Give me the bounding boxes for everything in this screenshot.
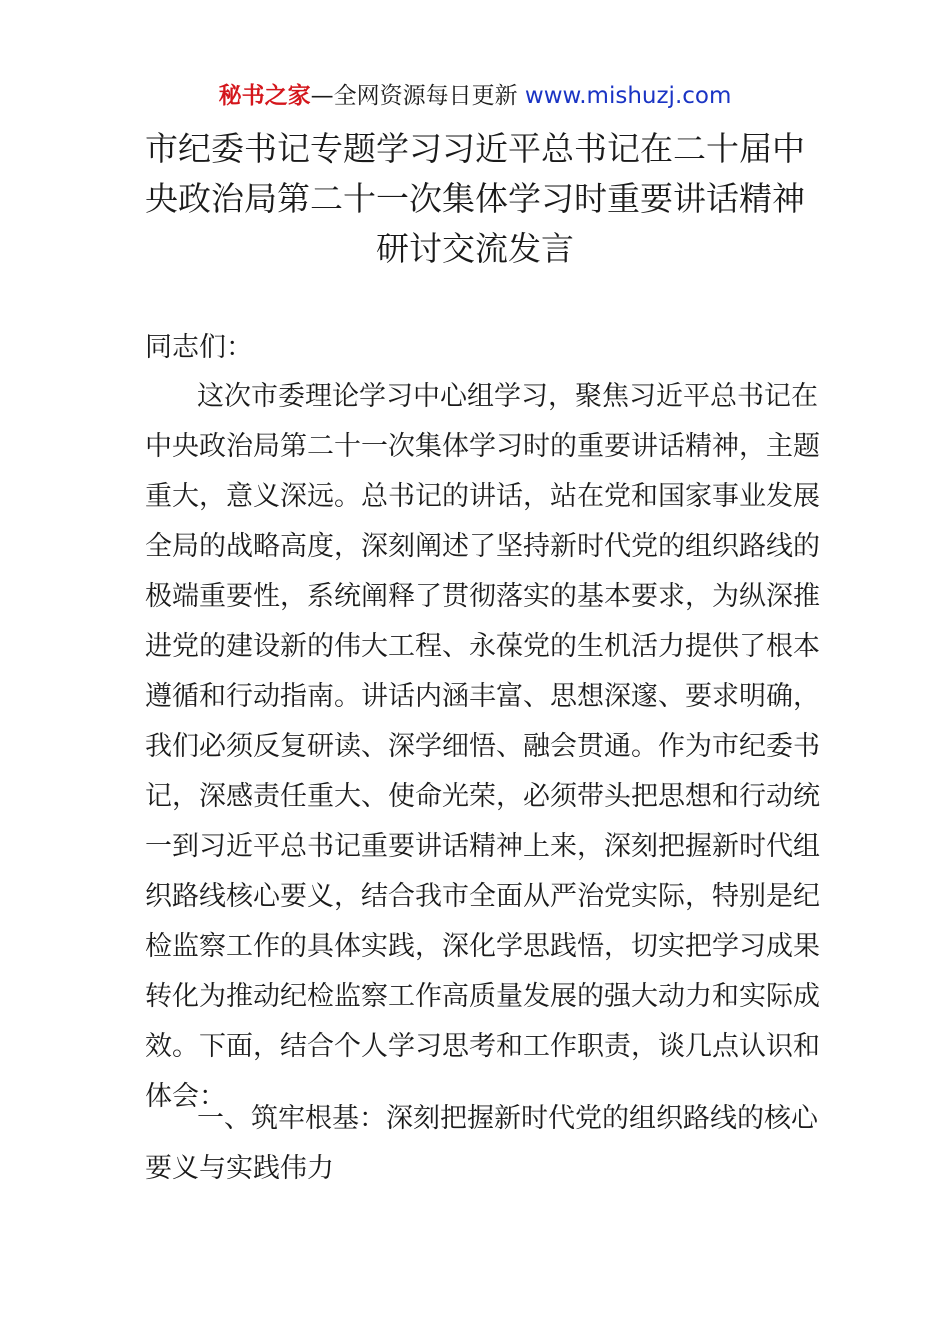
paragraph-line: 织路线核心要义，结合我市全面从严治党实际，特别是纪: [145, 881, 820, 912]
section-heading-line: 一、筑牢根基：深刻把握新时代党的组织路线的核心: [197, 1103, 818, 1134]
paragraph-line: 我们必须反复研读、深学细悟、融会贯通。作为市纪委书: [145, 731, 820, 762]
title-line: 研讨交流发言: [376, 229, 574, 268]
intro-paragraph: [145, 372, 820, 1122]
paragraph-line: 检监察工作的具体实践，深化学思践悟，切实把学习成果: [145, 931, 820, 962]
paragraph-line: 记，深感责任重大、使命光荣，必须带头把思想和行动统: [145, 781, 820, 812]
paragraph-line: 遵循和行动指南。讲话内涵丰富、思想深邃、要求明确，: [145, 681, 820, 712]
site-url-link[interactable]: www.mishuzj.com: [524, 83, 732, 109]
document-title: [0, 126, 950, 272]
title-line: 央政治局第二十一次集体学习时重要讲话精神: [145, 179, 805, 218]
paragraph-line: 一到习近平总书记重要讲话精神上来，深刻把握新时代组: [145, 831, 820, 862]
paragraph-line: 效。下面，结合个人学习思考和工作职责，谈几点认识和: [145, 1031, 820, 1062]
title-line: 市纪委书记专题学习习近平总书记在二十届中: [145, 129, 805, 168]
paragraph-line: 重大，意义深远。总书记的讲话，站在党和国家事业发展: [145, 481, 820, 512]
paragraph-line: 全局的战略高度，深刻阐述了坚持新时代党的组织路线的: [145, 531, 820, 562]
section-heading-1: [145, 1094, 818, 1194]
site-header: [0, 80, 950, 112]
site-brand: 秘书之家: [218, 83, 311, 109]
salutation: 同志们：: [145, 332, 253, 363]
paragraph-line: 这次市委理论学习中心组学习，聚焦习近平总书记在: [197, 381, 818, 412]
paragraph-line: 体会：: [145, 1081, 226, 1112]
paragraph-line: 进党的建设新的伟大工程、永葆党的生机活力提供了根本: [145, 631, 820, 662]
section-heading-line: 要义与实践伟力: [145, 1153, 334, 1184]
site-tagline: —全网资源每日更新: [310, 83, 518, 109]
paragraph-line: 中央政治局第二十一次集体学习时的重要讲话精神，主题: [145, 431, 820, 462]
paragraph-line: 极端重要性，系统阐释了贯彻落实的基本要求，为纵深推: [145, 581, 820, 612]
paragraph-line: 转化为推动纪检监察工作高质量发展的强大动力和实际成: [145, 981, 820, 1012]
